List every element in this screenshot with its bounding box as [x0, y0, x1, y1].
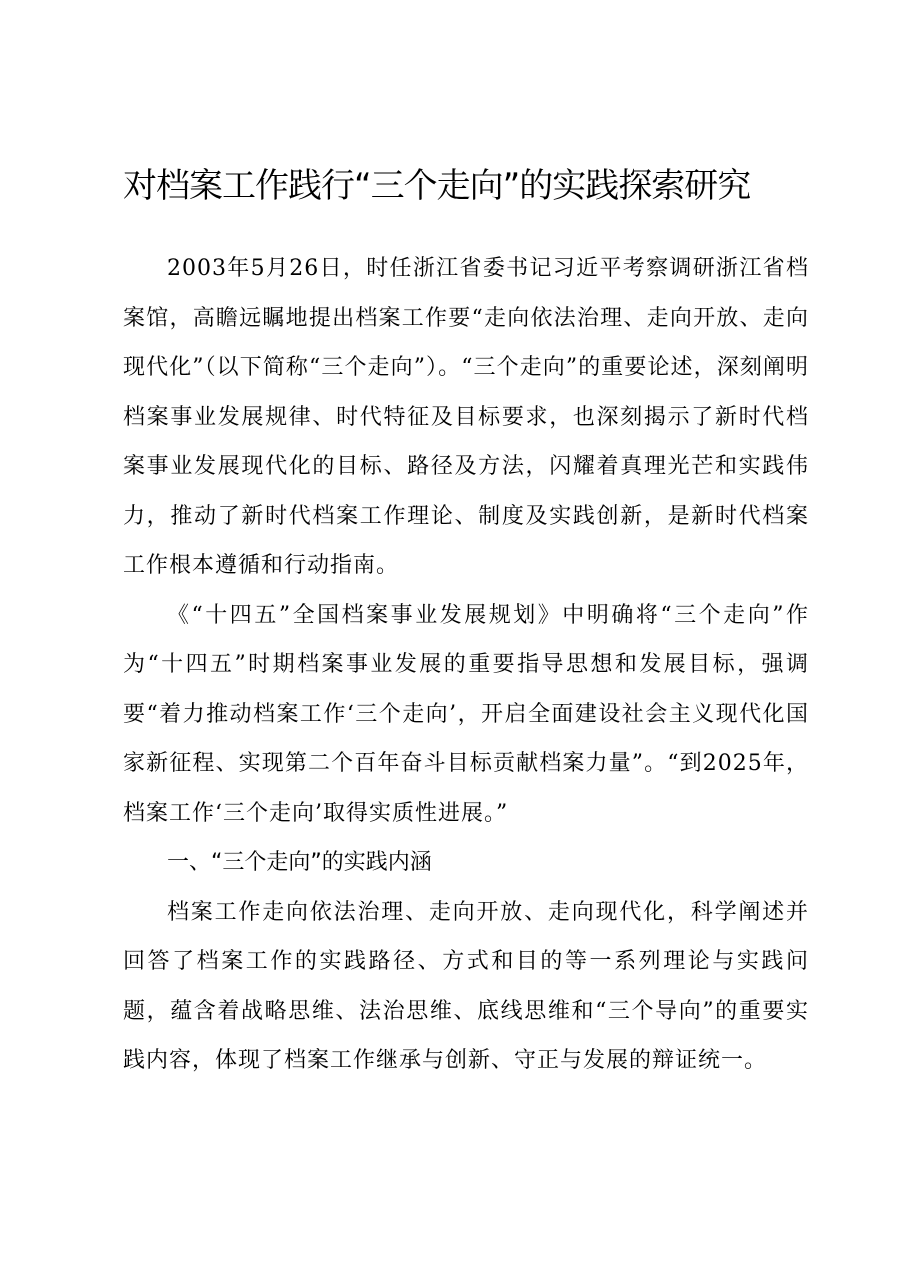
paragraph-intro: 2003年5月26日，时任浙江省委书记习近平考察调研浙江省档案馆，高瞻远瞩地提出档案工作要“走向依法治理、走向开放、走向现代化”（以下简称“三个走向”）。“三个走向”的重要论述，深刻阐明档案事业发展规律、时代特征及目标要求，也深刻揭示了新时代档案事业发展现代化的目标、路径及方法，闪耀着真理光芒和实践伟力，推动了新时代档案工作理论、制度及实践创新，是新时代档案工作根本遵循和行动指南。 [123, 256, 809, 578]
paragraph-section-1: 档案工作走向依法治理、走向开放、走向现代化，科学阐述并回答了档案工作的实践路径、方式和目的等一系列理论与实践问题，蕴含着战略思维、法治思维、底线思维和“三个导向”的重要实践内容，体现了档案工作继承与创新、守正与发展的辩证统一。 [123, 899, 809, 1073]
section-heading: 一、“三个走向”的实践内涵 [167, 850, 432, 875]
document-body [123, 244, 809, 1086]
paragraph-plan: 《“十四五”全国档案事业发展规划》中明确将“三个走向”作为“十四五”时期档案事业发展的重要指导思想和发展目标，强调要“着力推动档案工作‘三个走向’，开启全面建设社会主义现代化国家新征程、实现第二个百年奋斗目标贡献档案力量”。“到2025年，档案工作‘三个走向’取得实质性进展。” [123, 602, 809, 826]
document-title: 对档案工作践行“三个走向”的实践探索研究 [123, 166, 751, 206]
